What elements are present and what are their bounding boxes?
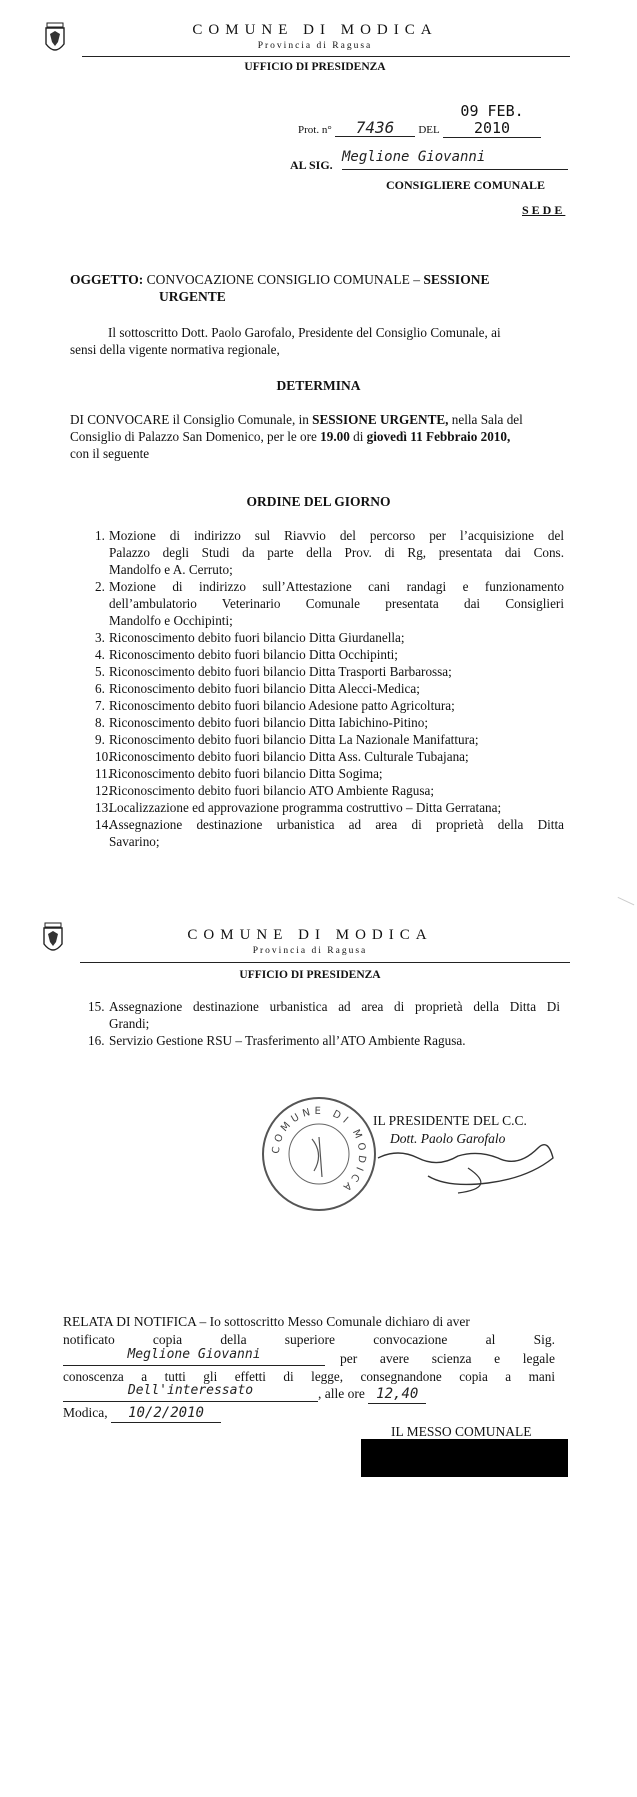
agenda-item-number: 16. <box>88 1033 105 1048</box>
al-sig-label: AL SIG. <box>290 158 333 172</box>
convoca-text-1a: DI CONVOCARE il Consiglio Comunale, in <box>70 412 313 427</box>
agenda-item-number: 10. <box>95 749 112 764</box>
del-label: DEL <box>418 124 440 136</box>
stamp-text: COMUNE DI MODICA <box>270 1105 368 1195</box>
agenda-item-number: 3. <box>95 630 105 645</box>
agenda-item-line: Riconoscimento debito fuori bilancio Ditta Ass. Culturale Tubajana; <box>109 749 469 764</box>
intro-line-2: sensi della vigente normativa regionale, <box>70 342 280 357</box>
subject-bold2: URGENTE <box>159 289 226 304</box>
agenda-item-line: Riconoscimento debito fuori bilancio Ditta Iabichino-Pitino; <box>109 715 429 730</box>
convoca-ora: 19.00 <box>320 429 350 444</box>
convoca-line-1 <box>70 411 523 428</box>
relata-w6: al <box>485 1332 496 1347</box>
agenda-item-number: 14. <box>95 817 112 832</box>
ordine-heading: ORDINE DEL GIORNO <box>246 494 391 509</box>
agenda-item-number: 4. <box>95 647 105 662</box>
agenda-item-line: Riconoscimento debito fuori bilancio Adesione patto Agricoltura; <box>109 698 455 713</box>
agenda-item-line: Riconoscimento debito fuori bilancio Ditta Sogima; <box>109 766 383 781</box>
recipient-sede: SEDE <box>522 203 566 217</box>
agenda-item-number: 11. <box>95 766 111 781</box>
relata-hand-time: 12,40 <box>368 1386 426 1404</box>
agenda-item-line: Grandi; <box>109 1016 150 1031</box>
recipient-role: CONSIGLIERE COMUNALE <box>386 178 546 192</box>
header-provincia: Provincia di Ragusa <box>257 41 373 51</box>
agenda-item-number: 6. <box>95 681 105 696</box>
relata-modica-label: Modica, <box>63 1405 108 1420</box>
scan-mark <box>612 897 635 918</box>
relata-w1: notificato <box>63 1332 115 1347</box>
relata-hand-name: Meglione Giovanni <box>63 1347 325 1366</box>
signature-scribble-icon <box>368 1128 568 1198</box>
relata-line-3-tail: per avere scienza e legale <box>340 1351 555 1366</box>
header2-provincia: Provincia di Ragusa <box>252 946 368 956</box>
agenda-item-line: Servizio Gestione RSU – Trasferimento all’ATO Ambiente Ragusa. <box>109 1033 466 1048</box>
convoca-text-2a: Consiglio di Palazzo San Domenico, per le ore <box>70 429 321 444</box>
agenda-item-line: Riconoscimento debito fuori bilancio Ditta Giurdanella; <box>109 630 405 645</box>
agenda-item-number: 5. <box>95 664 105 679</box>
agenda-item-number: 2. <box>95 579 105 594</box>
header-ufficio: UFFICIO DI PRESIDENZA <box>244 61 386 73</box>
subject <box>70 271 570 288</box>
convoca-line-2 <box>70 428 510 445</box>
relata-line-4: conoscenza a tutti gli effetti di legge, consegnandone copia a mani <box>63 1369 555 1384</box>
agenda-item-line: Assegnazione destinazione urbanistica ad area di proprietà della Ditta <box>109 817 564 832</box>
coat-of-arms-icon-2 <box>42 922 64 956</box>
relata-w2: copia <box>152 1332 183 1347</box>
relata-line-1: RELATA DI NOTIFICA – Io sottoscritto Messo Comunale dichiaro di aver <box>63 1314 470 1329</box>
presidente-label: IL PRESIDENTE DEL C.C. <box>373 1113 527 1128</box>
agenda-item-line: Mozione di indirizzo sull’Attestazione cani randagi e funzionamento <box>109 579 564 594</box>
convoca-line-3: con il seguente <box>70 446 150 461</box>
relata-modica <box>63 1404 221 1423</box>
convoca-sessione: SESSIONE URGENTE, <box>312 412 449 427</box>
relata-ore-label: , alle ore <box>318 1386 365 1401</box>
agenda-item-line: dell’ambulatorio Veterinario Comunale presentata dai Consiglieri <box>109 596 564 611</box>
official-stamp <box>262 1097 376 1211</box>
agenda-item-line: Riconoscimento debito fuori bilancio ATO Ambiente Ragusa; <box>109 783 434 798</box>
header2-ufficio: UFFICIO DI PRESIDENZA <box>239 969 381 981</box>
agenda-item-number: 13. <box>95 800 112 815</box>
relata-w3: della <box>220 1332 247 1347</box>
subject-label: OGGETTO: <box>70 272 144 287</box>
agenda-item-line: Savarino; <box>109 834 160 849</box>
agenda-item-line: Riconoscimento debito fuori bilancio Ditta La Nazionale Manifattura; <box>109 732 479 747</box>
header2-divider <box>80 962 570 963</box>
prot-number: 7436 <box>335 119 415 137</box>
agenda-item-line: Riconoscimento debito fuori bilancio Ditta Occhipinti; <box>109 647 398 662</box>
agenda-item-line: Riconoscimento debito fuori bilancio Ditta Trasporti Barbarossa; <box>109 664 452 679</box>
header2-comune: COMUNE DI MODICA <box>187 927 433 943</box>
relata-hand-date: 10/2/2010 <box>111 1405 221 1423</box>
agenda-item-line: Localizzazione ed approvazione programma costruttivo – Ditta Gerratana; <box>109 800 502 815</box>
agenda-item-line: Mandolfo e Occhipinti; <box>109 613 233 628</box>
agenda-item-number: 7. <box>95 698 105 713</box>
presidente-name: Dott. Paolo Garofalo <box>390 1131 506 1146</box>
relata-hand-who: Dell'interessato <box>63 1383 318 1402</box>
relata-w7: Sig. <box>533 1332 555 1347</box>
coat-of-arms-icon <box>44 22 66 56</box>
agenda-item-line: Riconoscimento debito fuori bilancio Ditta Alecci-Medica; <box>109 681 420 696</box>
messo-label: IL MESSO COMUNALE <box>391 1424 532 1439</box>
date-stamp: 09 FEB. 2010 <box>443 103 541 138</box>
convoca-text-1c: nella Sala del <box>448 412 523 427</box>
convoca-text-2c: di <box>349 429 367 444</box>
agenda-item-number: 12. <box>95 783 112 798</box>
agenda-item-number: 1. <box>95 528 105 543</box>
subject-bold1: SESSIONE <box>423 272 490 287</box>
protocol-line <box>298 103 568 139</box>
agenda-item-line: Mandolfo e A. Cerruto; <box>109 562 233 577</box>
agenda-item-number: 8. <box>95 715 105 730</box>
recipient-name: Meglione Giovanni <box>342 149 568 170</box>
header-divider <box>82 56 570 57</box>
redacted-signature <box>361 1439 568 1477</box>
agenda-item-number: 15. <box>88 999 105 1014</box>
prot-label: Prot. n° <box>298 124 332 136</box>
convoca-data: giovedì 11 Febbraio 2010, <box>366 429 511 444</box>
agenda-item-line: Mozione di indirizzo sul Riavvio del percorso per l’acquisizione del <box>109 528 564 543</box>
agenda-item-line: Assegnazione destinazione urbanistica ad area di proprietà della Ditta Di <box>109 999 560 1014</box>
header-comune: COMUNE DI MODICA <box>192 22 438 38</box>
agenda-item-number: 9. <box>95 732 105 747</box>
agenda-item-line: Palazzo degli Studi da parte della Prov. di Rg, presentata dai Cons. <box>109 545 564 560</box>
relata-w4: superiore <box>284 1332 336 1347</box>
intro-line-1: Il sottoscritto Dott. Paolo Garofalo, Presidente del Consiglio Comunale, ai <box>108 325 501 340</box>
relata-w5: convocazione <box>373 1332 448 1347</box>
relata-ore <box>318 1385 426 1404</box>
subject-text: CONVOCAZIONE CONSIGLIO COMUNALE – <box>146 272 421 287</box>
determina-heading: DETERMINA <box>276 378 361 393</box>
relata-line-2 <box>63 1331 555 1348</box>
svg-text:COMUNE DI MODICA <box>271 1106 368 1195</box>
